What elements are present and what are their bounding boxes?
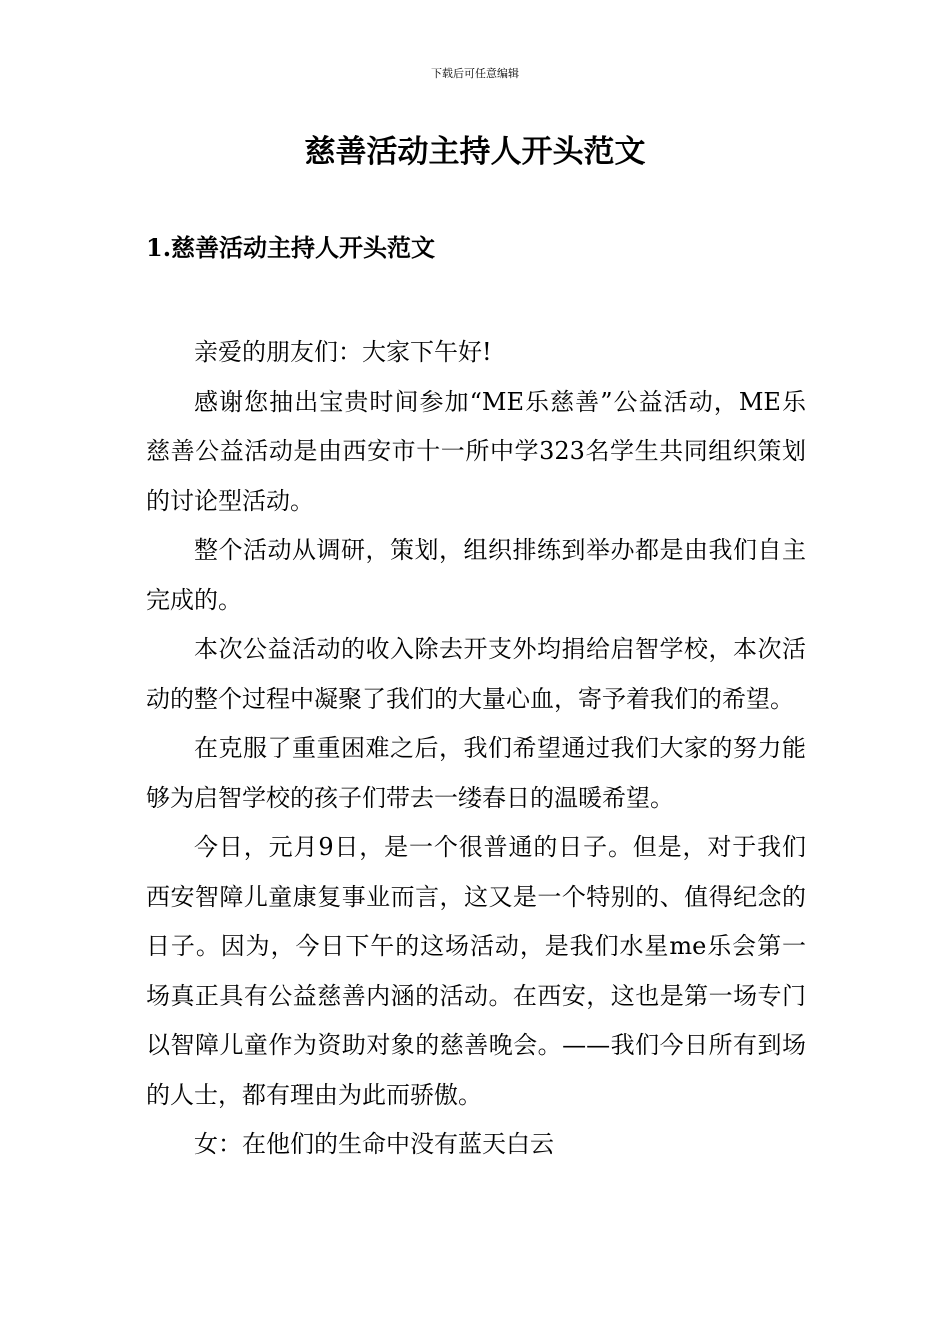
paragraph-today: 今日，元月9日，是一个很普通的日子。但是，对于我们西安智障儿童康复事业而言，这又是一个特别的、值得纪念的日子。因为，今日下午的这场活动，是我们水星me乐会第一场真正具有公益慈善内涵的活动。在西安，这也是第一场专门以智障儿童作为资助对象的慈善晚会。——我们今日所有到场的人士，都有理由为此而骄傲。 [146, 833, 806, 1109]
paragraph-greeting: 亲爱的朋友们：大家下午好! [194, 338, 492, 366]
section-heading: 1.慈善活动主持人开头范文 [146, 233, 436, 262]
paragraph-donation: 本次公益活动的收入除去开支外均捐给启智学校，本次活动的整个过程中凝聚了我们的大量心血，寄予着我们的希望。 [146, 635, 806, 713]
paragraph-self-organized: 整个活动从调研，策划，组织排练到举办都是由我们自主完成的。 [146, 536, 806, 614]
paragraph-female-host: 女：在他们的生命中没有蓝天白云 [194, 1130, 554, 1158]
header-note: 下载后可任意编辑 [431, 67, 519, 80]
document-title: 慈善活动主持人开头范文 [304, 134, 646, 170]
paragraph-thanks: 感谢您抽出宝贵时间参加“ME乐慈善”公益活动，ME乐慈善公益活动是由西安市十一所中学323名学生共同组织策划的讨论型活动。 [146, 387, 806, 515]
body-text [146, 328, 806, 1170]
paragraph-hope: 在克服了重重困难之后，我们希望通过我们大家的努力能够为启智学校的孩子们带去一缕春日的温暖希望。 [146, 734, 806, 812]
